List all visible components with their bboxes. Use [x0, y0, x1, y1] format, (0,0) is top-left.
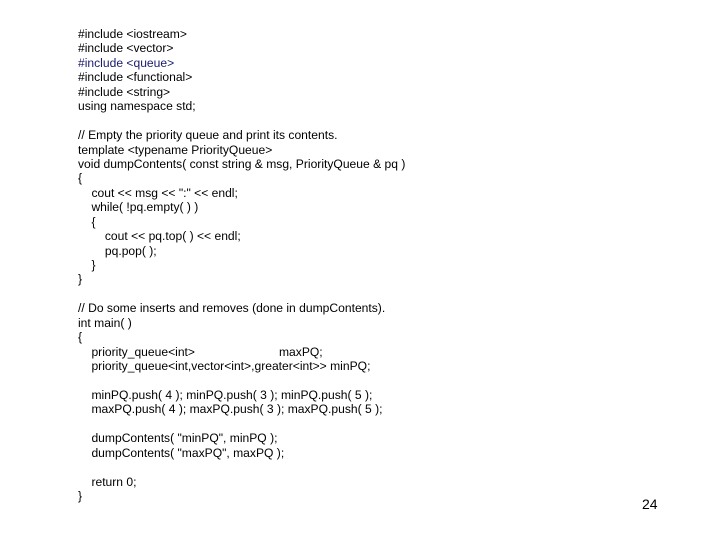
code-line: cout << msg << ":" << endl; — [78, 185, 238, 200]
page-number: 24 — [642, 496, 658, 512]
code-line: dumpContents( "maxPQ", maxPQ ); — [78, 445, 285, 460]
code-line: #include <vector> — [78, 41, 174, 56]
code-line: int main( ) — [78, 315, 132, 330]
code-line: #include <iostream> — [78, 27, 187, 41]
code-line: #include <functional> — [78, 70, 193, 85]
code-line: maxPQ.push( 4 ); maxPQ.push( 3 ); maxPQ.push( 5 ); — [78, 402, 383, 417]
code-line: // Empty the priority queue and print its contents. — [78, 128, 338, 143]
code-line: cout << pq.top( ) << endl; — [78, 229, 241, 244]
code-line: #include <string> — [78, 84, 171, 99]
code-line: priority_queue<int,vector<int>,greater<int>> minPQ; — [78, 359, 371, 374]
code-line: return 0; — [78, 474, 137, 489]
code-line: { — [78, 330, 83, 345]
code-line: #include <queue> — [78, 55, 175, 70]
code-line: minPQ.push( 4 ); minPQ.push( 3 ); minPQ.push( 5 ); — [78, 387, 373, 402]
code-line: } — [78, 489, 83, 503]
code-line: } — [78, 258, 96, 272]
code-line — [78, 417, 405, 431]
code-line — [78, 114, 405, 128]
code-line: { — [78, 171, 83, 186]
code-line: // Do some inserts and removes (done in dumpContents). — [78, 301, 386, 316]
code-line: while( !pq.empty( ) ) — [78, 200, 199, 215]
code-line — [78, 287, 405, 301]
code-listing — [78, 27, 405, 503]
code-line: { — [78, 214, 96, 229]
code-line: dumpContents( "minPQ", minPQ ); — [78, 431, 278, 446]
code-line: pq.pop( ); — [78, 243, 157, 258]
code-line — [78, 374, 405, 388]
code-line: priority_queue<int> maxPQ; — [78, 344, 323, 359]
code-line: using namespace std; — [78, 99, 196, 114]
code-line: } — [78, 272, 83, 287]
code-line — [78, 460, 405, 474]
code-line: void dumpContents( const string & msg, PriorityQueue & pq ) — [78, 156, 406, 171]
code-line: template <typename PriorityQueue> — [78, 142, 273, 157]
